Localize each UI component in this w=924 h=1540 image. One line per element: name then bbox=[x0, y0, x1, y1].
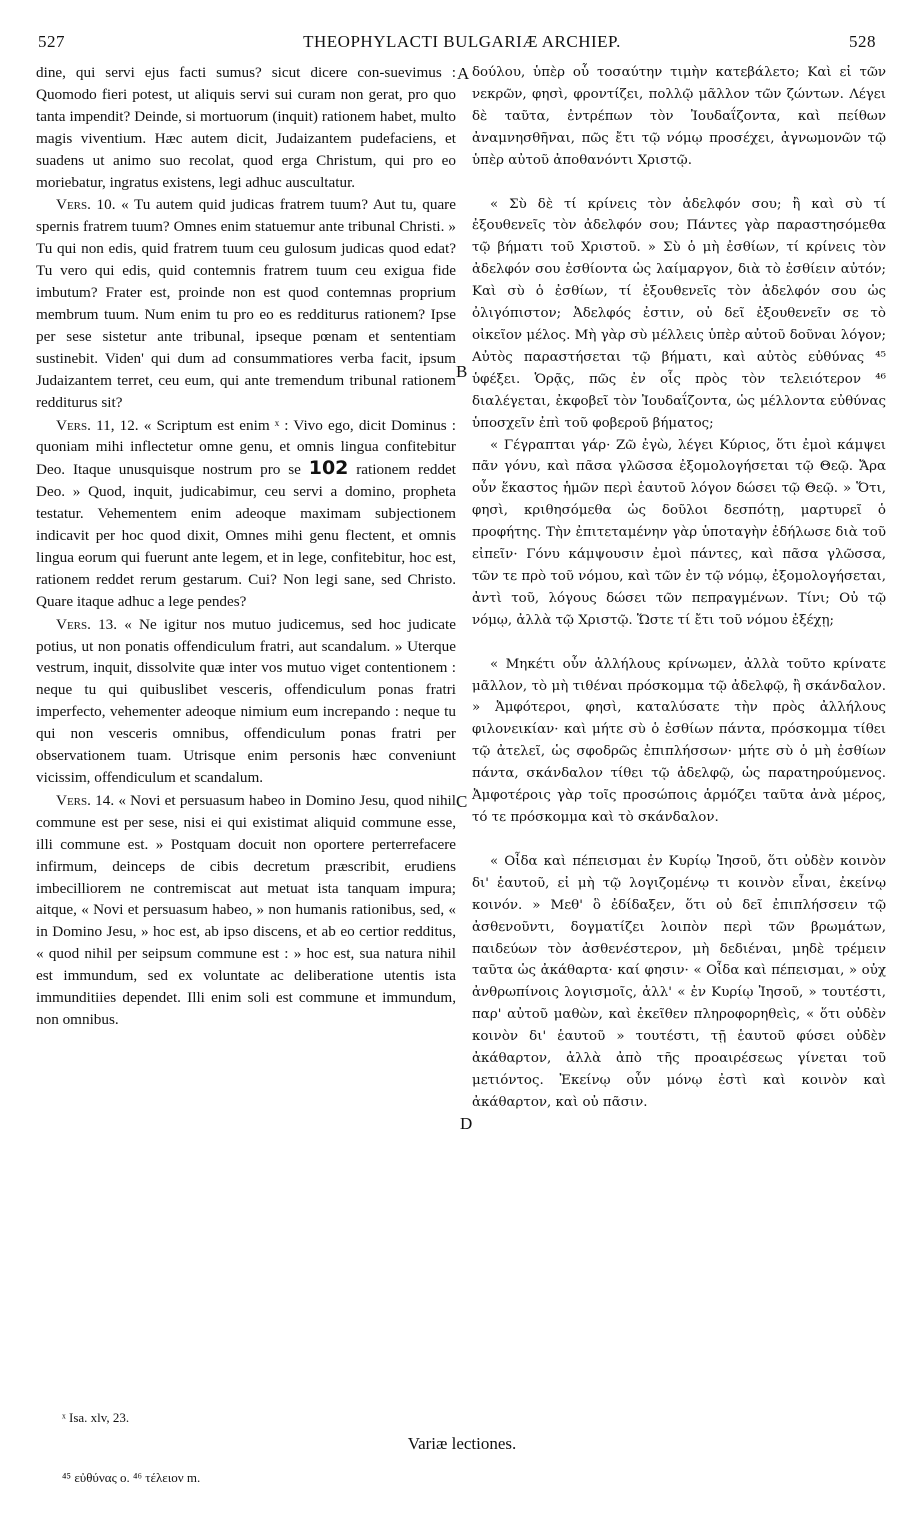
margin-letter-d: D bbox=[460, 1114, 473, 1133]
running-header bbox=[0, 30, 924, 56]
greek-paragraph: « Γέγραπται γάρ· Ζῶ ἐγὼ, λέγει Κύριος, ὅτι ἐμοὶ κάμψει πᾶν γόνυ, καὶ πᾶσα γλῶσσα ἐξομολογήσεται τῷ Θεῷ. Ἄρα οὖν ἕκαστος ἡμῶν περὶ ἑαυτοῦ λόγον δώσει τῷ Θεῷ. » Ὅτι, φησὶ, κριθησόμεθα ὡς δοῦλοι δεσπότῃ, μαρτυρεῖ ὁ προφήτης. Τὴν ἐπιτεταμένην γὰρ ὑποταγὴν ἐδήλωσε διὰ τοῦ εἰπεῖν· Γόνυ κάμψουσιν ἐμοὶ πάντες, καὶ πᾶσα γλῶσσα, τῶν τε πρὸ τοῦ νόμου, καὶ τῶν ἐν τῷ νόμῳ, ἐξομολογήσεται, ἀντὶ τοῦ, λόγους δώσει τῶν πεπραγμένων. Τίνι; Οὐ τῷ νόμῳ, ἀλλὰ τῷ Χριστῷ. Ὥστε τί ἔτι τοῦ νόμου ἐξέχῃ; bbox=[472, 437, 886, 628]
page-number-left: 527 bbox=[38, 32, 65, 51]
verse-label: Vers. 11, 12. bbox=[56, 416, 139, 434]
latin-verse-14 bbox=[36, 790, 456, 1031]
variae-lectiones-heading: Variæ lectiones. bbox=[407, 1434, 517, 1453]
verse-text: rationem reddet Deo. » Quod, inquit, judicabimur, ceu servi a domino, propheta testatur. Vehementem enim adeoque maximam subjectionem indicavit per hoc quod dixit, Omnes mihi genu flectent, et omnis lingua eorum qui fuerunt ante legem, et in lege, confitebitur, hoc est, rationem reddet rerum gestarum. Cui? Non legi sane, sed Christo. Quare itaque adhuc a lege pendes? bbox=[36, 461, 457, 610]
page-number-right: 528 bbox=[849, 32, 876, 51]
latin-paragraph: dine, qui servi ejus facti sumus? sicut dicere con-suevimus : Quomodo fieri potest, ut aliquis servi sui curam non gerat, pro quo tanta impendit? Deinde, si mortuorum (inquit) rationem habet, multo magis viventium. Hæc autem dicit, Judaizantem pudefaciens, et suadens ut animo suo recolat, quod erga Christum, qui pro eo moriebatur, ingratus existens, legi adhuc auscultatur. bbox=[36, 64, 456, 191]
verse-text: « Tu autem quid judicas fratrem tuum? Aut tu, quare spernis fratrem tuum? Omnes enim statuemur ante tribunal Christi. » Tu qui non edis, quid fratrem tuum ceu gulosum judicas quod edat? Tu vero qui edis, quid contemnis fratrem tuum ceu exigua fide imbutum? Frater est, proinde non est quod contemnas proprium membrum tuum. Num enim tu pro eo es redditurus rationem? Ipse per sese sistetur ante tribunal, ipseque pœnam et sententiam sustinebit. Viden' qui dum ad consummatiores verba facit, ipsum Judaizantem terret, ceu eum, qui ante tremendum tribunal rationem redditurus sit? bbox=[36, 196, 456, 411]
verse-label: Vers. 10. bbox=[56, 196, 116, 214]
greek-paragraph: δούλου, ὑπὲρ οὗ τοσαύτην τιμὴν κατεβάλετο; Καὶ εἰ τῶν νεκρῶν, φησὶ, φροντίζει, πολλῷ μᾶλλον τῶν ζώντων. Λέγει δὲ ταῦτα, ἐντρέπων τὸν Ἰουδαΐζοντα, καὶ πείθων ἀναμνησθῆναι, πῶς ἔτι τῷ νόμῳ προσέχει, ἀγνωμονῶν τῷ ὑπὲρ αὐτοῦ ἀποθανόντι Χριστῷ. bbox=[472, 65, 886, 168]
column-number: 102 bbox=[308, 457, 349, 480]
margin-letter-c: C bbox=[456, 792, 468, 811]
latin-verse-11-12 bbox=[36, 415, 456, 613]
verse-text: « Ne igitur nos mutuo judicemus, sed hoc judicate potius, ut non ponatis offendiculum fratri, aut scandalum. » Uterque vestrum, inquit, dissolvite quæ inter vos mutuo viget contentionem : neque tu qui quibuslibet vesceris, offendiculum ponas fratri imperfecto, vehementer adeoque nimium eum increpando : neque tu qui non vesceris omnibus, offendiculum ponas fratri per observationem tuam. Utrisque enim personis hæc conveniunt vicissim, offendiculum et scandalum. bbox=[36, 615, 456, 786]
greek-column bbox=[472, 62, 886, 1114]
greek-variant-footnote: ⁴⁵ εὐθύνας ο. ⁴⁶ τέλειον m. bbox=[62, 1470, 201, 1485]
running-title: THEOPHYLACTI BULGARIÆ ARCHIEP. bbox=[303, 32, 621, 51]
latin-column bbox=[36, 62, 456, 1031]
verse-text: « Novi et persuasum habeo in Domino Jesu, quod nihil commune est per sese, nisi ei qui existimat aliquid commune esse, illi commune est. » Postquam docuit non oportere perterrefacere infirmum, deinceps de cibis decretum præscribit, erudiens imbecilliorem ne contremiscat aut metuat ista tanquam impura; aitque, « Novi et persuasum habeo, » non humanis rationibus, sed, « in Domino Jesu, » hoc est, ab ipso discens, et ab eo certior redditus, « quod nihil per seipsum commune est : » hoc est, sua natura nihil est immundum, sed ex voluntate ac deliberatione utentis ista immunditiies dependet. Illi enim soli est commune et immundum, non omnibus. bbox=[36, 791, 456, 1028]
margin-letter-b: B bbox=[456, 362, 468, 381]
greek-paragraph: « Σὺ δὲ τί κρίνεις τὸν ἀδελφόν σου; ἢ καὶ σὺ τί ἐξουθενεῖς τὸν ἀδελφόν σου; Πάντες γὰρ παραστησόμεθα τῷ βήματι τοῦ Χριστοῦ. » Σὺ ὁ μὴ ἐσθίων, τί κρίνεις τὸν ἀδελφόν σου ἐσθίοντα ὡς λαίμαργον, διὰ τὸ ἐσθίειν αὐτόν; Καὶ σὺ ὁ ἐσθίων, τί ἐξουθενεῖς τὸν ἀδελφόν σου ὡς ὀλιγόπιστον; Ἀδελφός ἐστιν, οὐ δεῖ ἐξουθενεῖν σε τὸ οἰκεῖον μέλος. Μὴ γὰρ σὺ μέλλεις ὑπὲρ αὐτοῦ δοῦναι λόγον; Αὐτὸς παραστήσεται τῷ βήματι, καὶ αὐτὸς εὐθύνας ⁴⁵ ὑφέξει. Ὁρᾷς, πῶς ἐν οἷς πρὸς τὸν τελειότερον ⁴⁶ διαλέγεται, ἐκφοβεῖ τὸν Ἰουδαΐζοντα, ὡς μέλλοντα εὐθύνας ὑποσχεῖν ἐπὶ τοῦ φοβεροῦ βήματος; bbox=[472, 196, 886, 431]
verse-text: « Scriptum est enim ˣ : Vivo ego, dicit Dominus : quoniam mihi inflectetur omne genu, et omnis lingua confitebitur Deo. Itaque unusquisque nostrum pro se bbox=[36, 416, 457, 479]
verse-label: Vers. 13. bbox=[56, 615, 118, 633]
latin-verse-10 bbox=[36, 194, 456, 413]
latin-footnote: ˣ Isa. xlv, 23. bbox=[62, 1410, 130, 1425]
greek-paragraph: « Μηκέτι οὖν ἀλλήλους κρίνωμεν, ἀλλὰ τοῦτο κρίνατε μᾶλλον, τὸ μὴ τιθέναι πρόσκομμα τῷ ἀδελφῷ, ἢ σκάνδαλον. » Ἀμφότεροι, φησὶ, καταλύσατε τὴν πρὸς ἀλλήλους φιλονεικίαν· καὶ μήτε σὺ ὁ ἐσθίων πάντα, πρόσκομμα τίθει τῷ ἀτελεῖ, ὡς σφοδρῶς ἐπιπλήσσων· μήτε σὺ ὁ μὴ ἐσθίων πάντα, σκάνδαλον τίθει τῷ ἀδελφῷ, ὡς παρατηρούμενος. Ἀμφοτέροις γὰρ τοῖς προσώποις ἁρμόζει ταῦτα ἀνὰ μέρος, τό τε πρόσκομμα καὶ τὸ σκάνδαλον. bbox=[472, 656, 886, 825]
greek-paragraph: « Οἶδα καὶ πέπεισμαι ἐν Κυρίῳ Ἰησοῦ, ὅτι οὐδὲν κοινὸν δι' ἑαυτοῦ, εἰ μὴ τῷ λογιζομένῳ τι κοινὸν εἶναι, ἐκείνῳ κοινόν. » Μεθ' ὃ ἐδίδαξεν, ὅτι οὐ δεῖ ἐπιπλήσσειν τῷ ἀσθενοῦντι, δογματίζει λοιπὸν περὶ τῶν βρωμάτων, παιδεύων τὸν ἀσθενέστερον, μὴ δεδιέναι, μηδὲ τρέμειν ταῦτα ὡς ἀκάθαρτα· καί φησιν· « Οἶδα καὶ πέπεισμαι, » οὐχ ἀνθρωπίνοις λογισμοῖς, ἀλλ' « ἐν Κυρίῳ Ἰησοῦ, » τουτέστι, παρ' αὐτοῦ μαθὼν, καὶ ἐκεῖθεν πληροφορηθεὶς, « ὅτι οὐδὲν κοινὸν δι' ἑαυτοῦ » τουτέστι, τῇ ἑαυτοῦ φύσει οὐδὲν ἀκάθαρτον, ἀλλὰ ἀπὸ τῆς προαιρέσεως γίνεται τοῦ μετιόντος. Ἐκείνῳ οὖν μόνῳ ἐστὶ καὶ κοινὸν καὶ ἀκάθαρτον, καὶ οὐ πᾶσιν. bbox=[472, 853, 886, 1110]
latin-verse-13 bbox=[36, 614, 456, 789]
margin-letter-a: A bbox=[457, 64, 470, 83]
verse-label: Vers. 14. bbox=[56, 791, 115, 809]
